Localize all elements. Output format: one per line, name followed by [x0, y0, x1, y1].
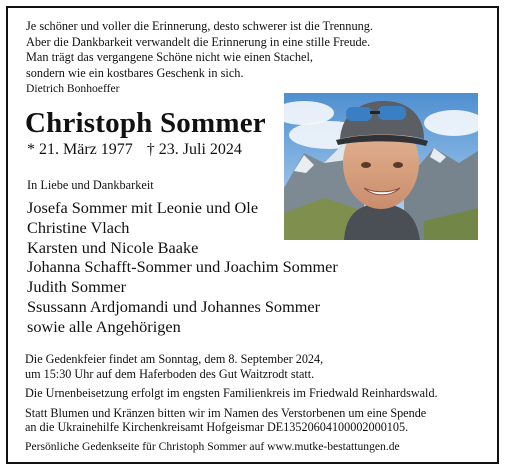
mourner-line: Johanna Schafft-Sommer und Joachim Sommer [27, 257, 338, 277]
donation-line: Statt Blumen und Kränzen bitten wir im Namen des Verstorbenen um eine Spende [25, 405, 427, 420]
burial-note: Die Urnenbeisetzung erfolgt im engsten Familienkreis im Friedwald Reinhardswald. [25, 386, 438, 401]
poem-line: Je schöner und voller die Erinnerung, desto schwerer ist die Trennung. [26, 19, 373, 33]
mourner-line: Judith Sommer [27, 277, 127, 297]
mourner-line: sowie alle Angehörigen [27, 316, 181, 336]
poem-line: sondern wie ein kostbares Geschenk in sich. [26, 65, 244, 80]
mourner-line: Ssussann Ardjomandi und Johannes Sommer [27, 296, 321, 316]
poem-line: Aber die Dankbarkeit verwandelt die Erinnerung in eine stille Freude. [26, 34, 371, 49]
mourner-line: Josefa Sommer mit Leonie und Ole [27, 198, 259, 217]
life-dates [27, 140, 242, 160]
ceremony-note [25, 352, 490, 382]
deceased-name: Christoph Sommer [25, 107, 266, 139]
intro-line: In Liebe und Dankbarkeit [27, 178, 154, 192]
notes-block [25, 352, 490, 459]
poem-author: Dietrich Bonhoeffer [26, 82, 120, 96]
poem-line: Man trägt das vergangene Schöne nicht wie einen Stachel, [26, 50, 313, 65]
death-date: † 23. Juli 2024 [146, 141, 242, 158]
poem-block [26, 19, 373, 97]
ceremony-line: um 15:30 Uhr auf dem Haferboden des Gut Waitzrodt statt. [25, 366, 315, 381]
mourner-line: Karsten und Nicole Baake [27, 237, 199, 257]
mourner-line: Christine Vlach [27, 217, 130, 237]
memorial-page-link[interactable]: Persönliche Gedenkseite für Christoph Sommer auf www.mutke-bestattungen.de [25, 439, 400, 453]
ceremony-line: Die Gedenkfeier findet am Sonntag, dem 8. September 2024, [25, 352, 324, 366]
birth-date: * 21. März 1977 [27, 141, 133, 158]
donation-line: an die Ukrainehilfe Kirchenkreisamt Hofgeismar DE13520604100002000105. [25, 420, 409, 435]
donation-note [25, 406, 490, 436]
mourners-list [27, 198, 338, 337]
